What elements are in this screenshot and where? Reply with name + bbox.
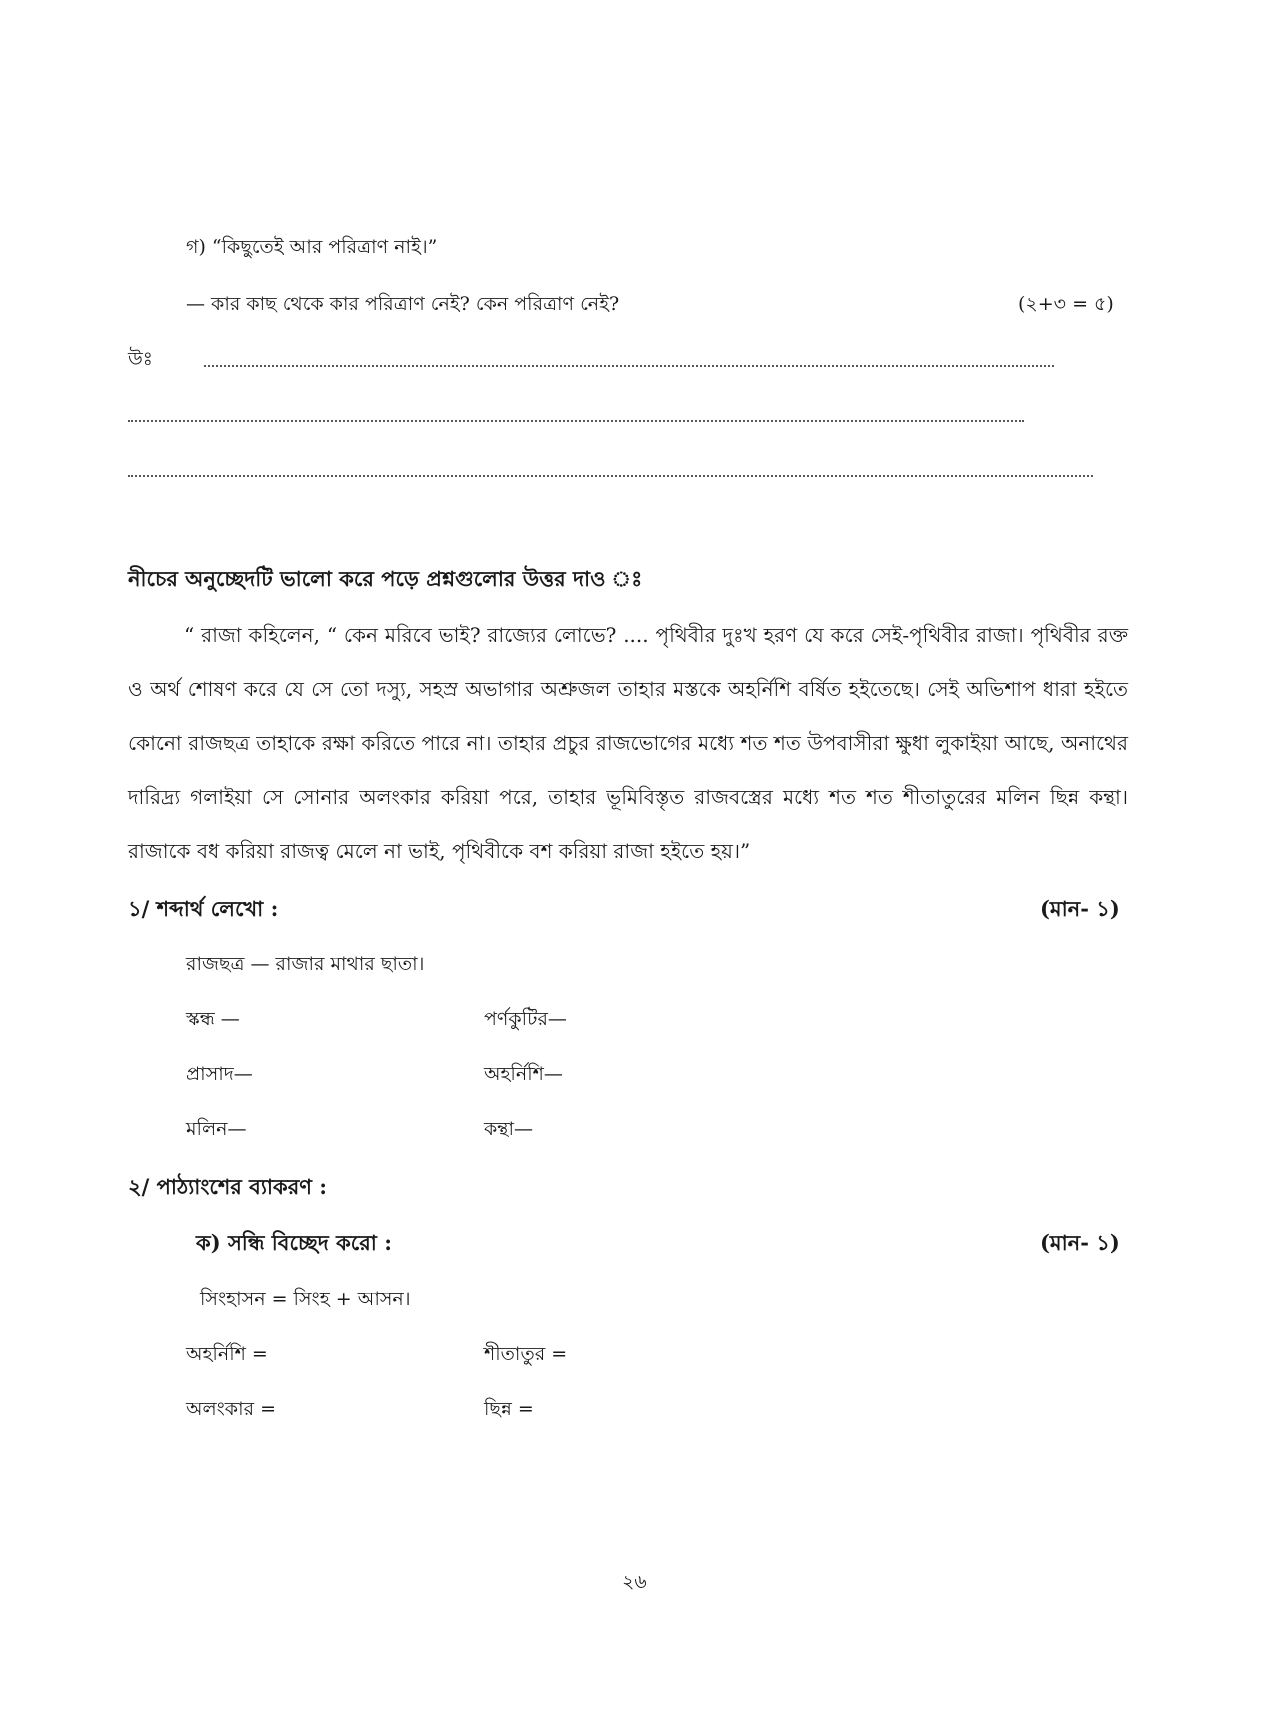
q2-heading: ২/ পাঠ্যাংশের ব্যাকরণ :	[128, 1174, 328, 1199]
q2-item: অলংকার =	[186, 1398, 277, 1420]
question-c-marks: (২+৩ = ৫)	[1018, 293, 1114, 315]
q2-marks: (মান- ১)	[1040, 1230, 1120, 1255]
q1-item: স্কন্ধ —	[186, 1008, 240, 1030]
passage-heading: নীচের অনুচ্ছেদটি ভালো করে পড়ে প্রশ্নগুলোর উত্তর দাও ঃ	[128, 566, 643, 591]
q2-item: অহর্নিশি =	[186, 1343, 268, 1365]
answer-line-1[interactable]	[204, 365, 1054, 367]
answer-label: উঃ	[128, 348, 153, 370]
q2-sub-heading: ক) সন্ধি বিচ্ছেদ করো :	[196, 1230, 392, 1255]
q2-item: ছিন্ন =	[484, 1398, 534, 1420]
answer-line-2[interactable]	[128, 420, 1024, 422]
question-c-label: গ) “কিছুতেই আর পরিত্রাণ নাই।”	[186, 236, 438, 258]
page-number: ২৬	[622, 1571, 647, 1593]
answer-line-3[interactable]	[128, 475, 1093, 477]
q2-example: সিংহাসন = সিংহ + আসন।	[200, 1288, 411, 1310]
q1-item: প্রাসাদ—	[186, 1063, 253, 1085]
q1-item: অহর্নিশি—	[484, 1063, 563, 1085]
passage-text: “ রাজা কহিলেন, “ কেন মরিবে ভাই? রাজ্যের লোভে? .... পৃথিবীর দুঃখ হরণ যে করে সেই-পৃথিবীর রাজা। পৃথিবীর রক্ত ও অর্থ শোষণ করে যে সে তো দস্যু, সহস্র অভাগার অশ্রুজল তাহার মস্তকে অহর্নিশি বর্ষিত হইতেছে। সেই অভিশাপ ধারা হইতে কোনো রাজছত্র তাহাকে রক্ষা করিতে পারে না। তাহার প্রচুর রাজভোগের মধ্যে শত শত উপবাসীরা ক্ষুধা লুকাইয়া আছে, অনাথের দারিদ্র্য গলাইয়া সে সোনার অলংকার করিয়া পরে, তাহার ভূমিবিস্তৃত রাজবস্ত্রের মধ্যে শত শত শীতাতুরের মলিন ছিন্ন কন্থা। রাজাকে বধ করিয়া রাজত্ব মেলে না ভাই, পৃথিবীকে বশ করিয়া রাজা হইতে হয়।”	[128, 623, 1128, 863]
question-c-sub: — কার কাছ থেকে কার পরিত্রাণ নেই? কেন পরিত্রাণ নেই?	[186, 293, 620, 315]
q1-item: মলিন—	[186, 1118, 247, 1140]
q1-marks: (মান- ১)	[1040, 896, 1120, 921]
q2-item: শীতাতুর =	[484, 1343, 568, 1365]
q1-example: রাজছত্র — রাজার মাথার ছাতা।	[186, 953, 425, 975]
q1-heading: ১/ শব্দার্থ লেখো :	[128, 896, 279, 921]
q1-item: কন্থা—	[484, 1118, 534, 1140]
q1-item: পর্ণকুটির—	[484, 1008, 567, 1030]
